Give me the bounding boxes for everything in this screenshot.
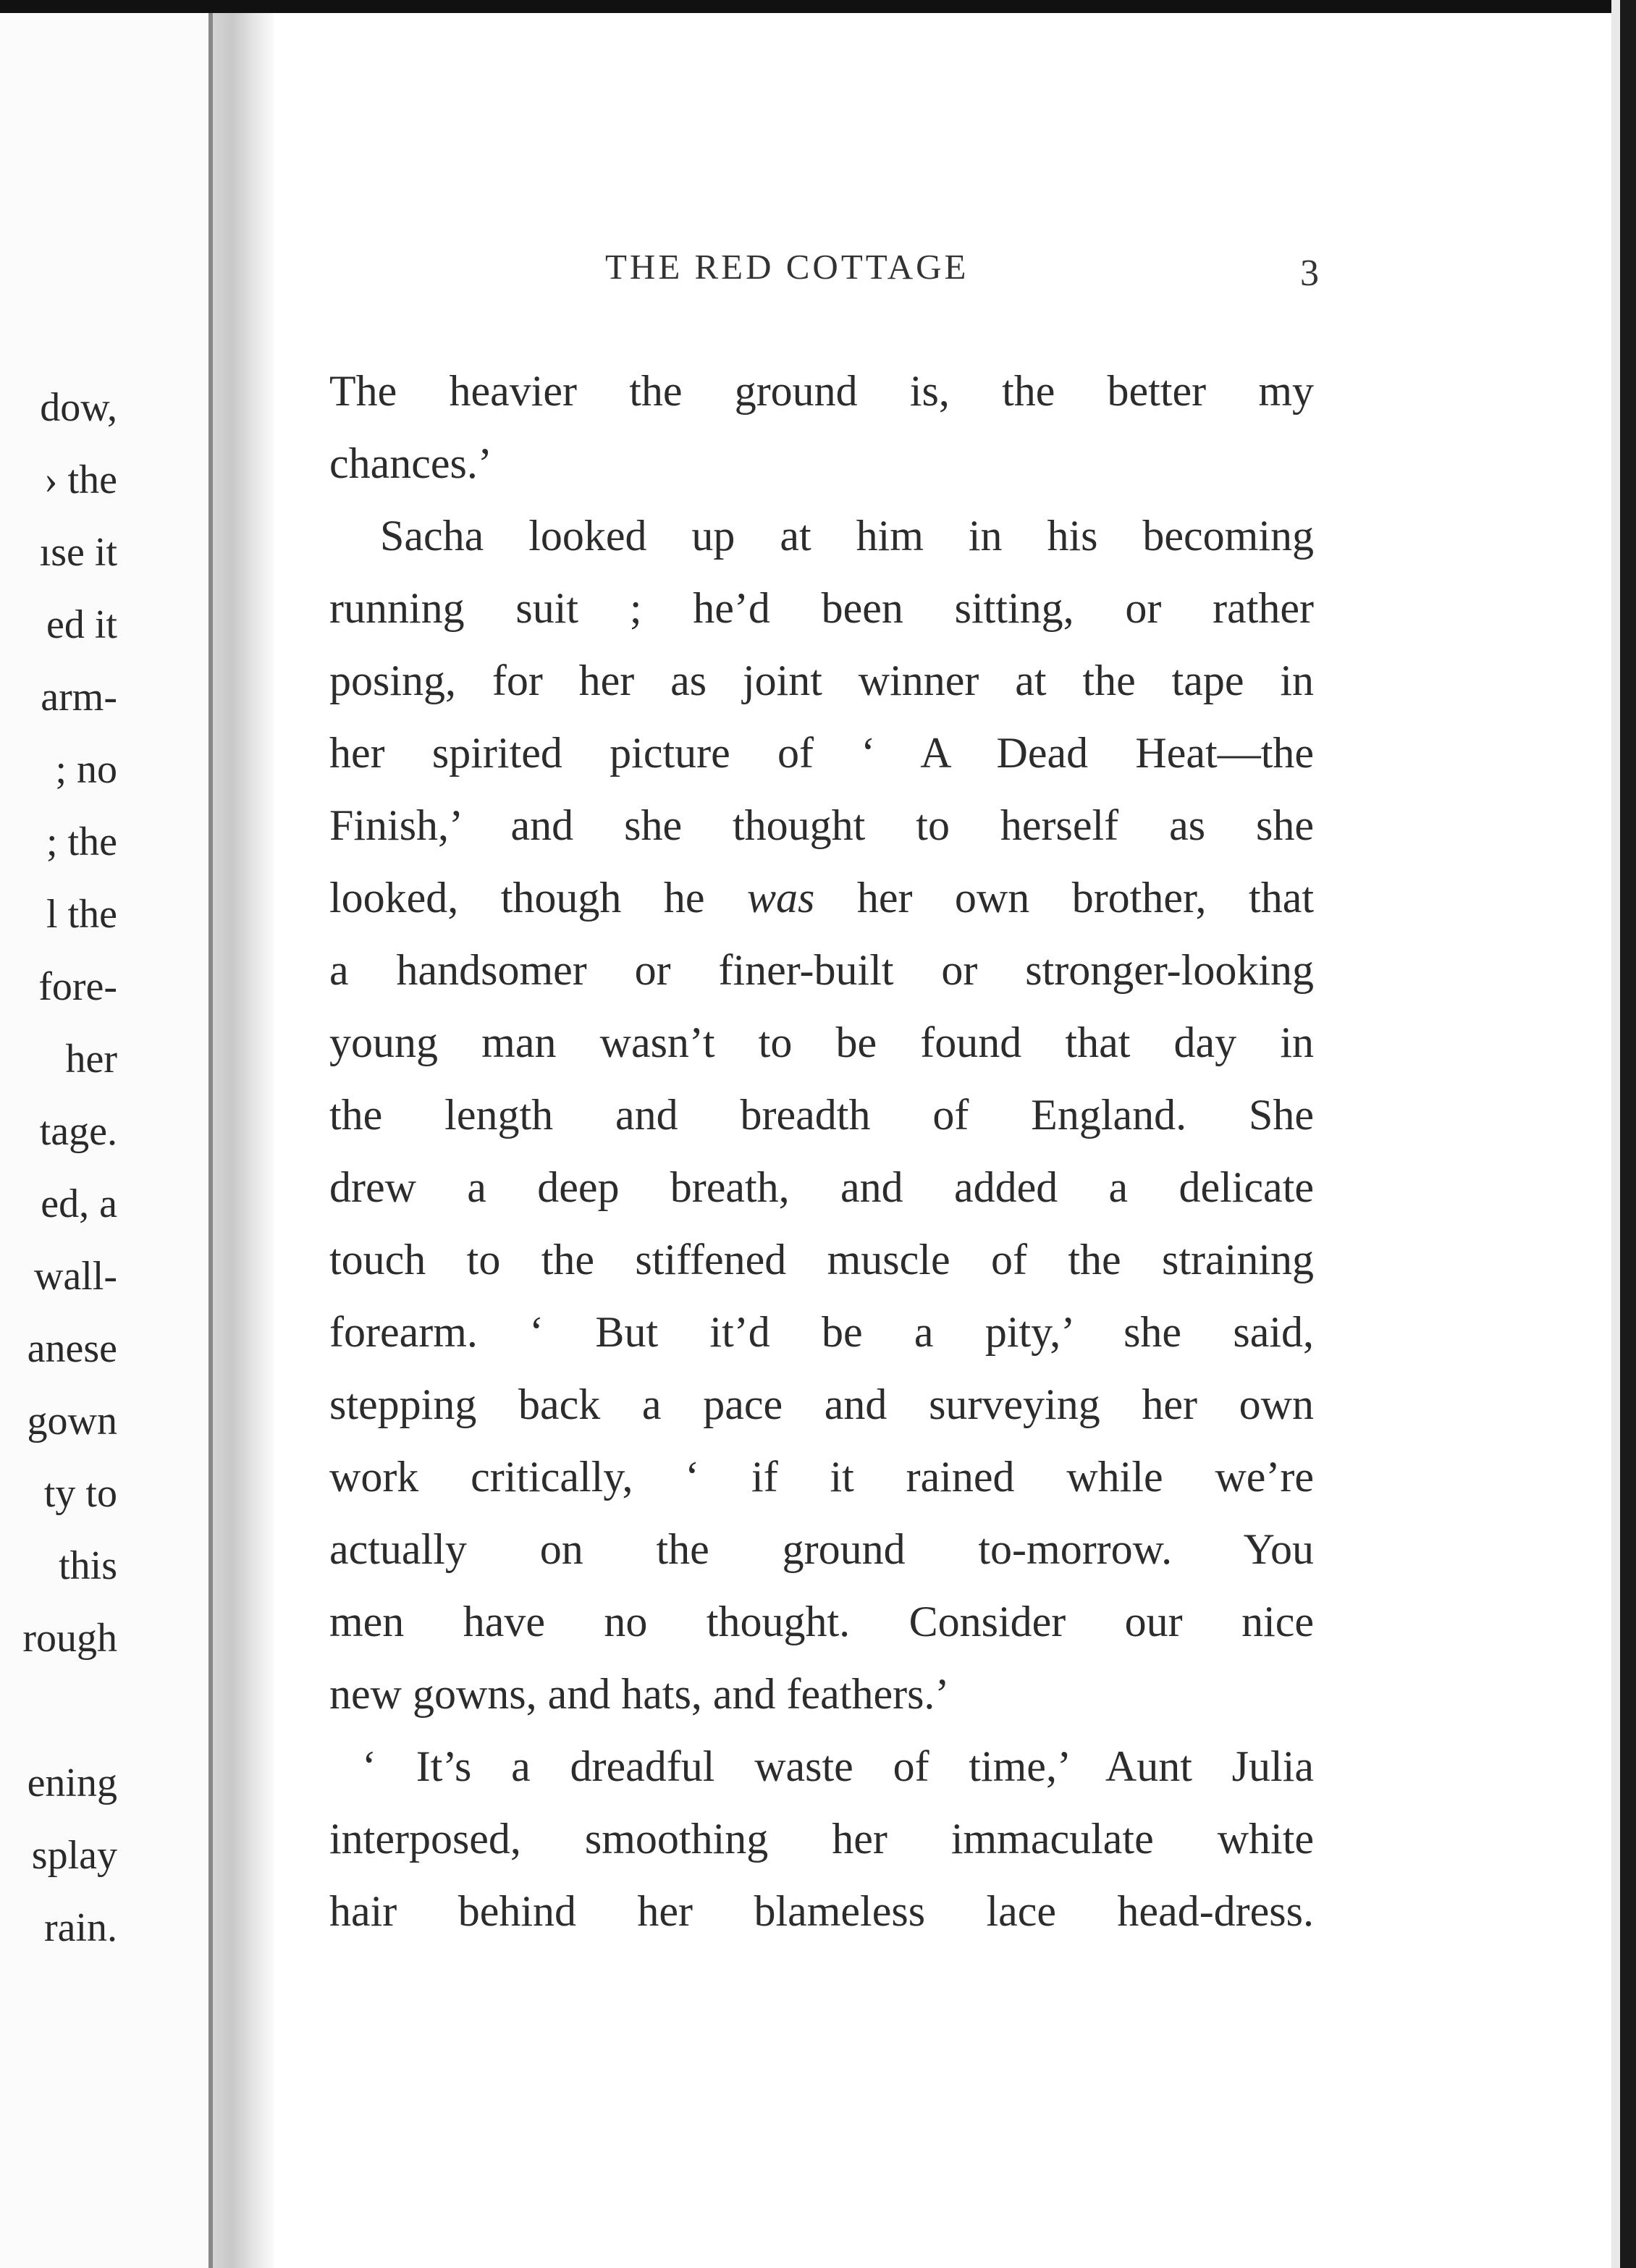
facing-line: wall- xyxy=(33,1254,117,1299)
text-line: actually on the ground to-morrow. You xyxy=(329,1525,1314,1573)
text-line: work critically, ‘ if it rained while we’re xyxy=(329,1453,1314,1501)
scan-right-border xyxy=(1620,0,1636,2268)
text-line: touch to the stiffened muscle of the straining xyxy=(329,1236,1314,1283)
text-line: forearm. ‘ But it’d be a pity,’ she said, xyxy=(329,1308,1314,1356)
text-line: the length and breadth of England. She xyxy=(329,1091,1314,1139)
text-line: ‘ It’s a dreadful waste of time,’ Aunt Julia xyxy=(362,1742,1314,1790)
text-span: looked, though he xyxy=(329,874,747,922)
text-line: a handsomer or finer-built or stronger-looking xyxy=(329,946,1314,994)
facing-line: ; the xyxy=(46,819,117,864)
facing-line: this xyxy=(59,1543,117,1588)
page-number: 3 xyxy=(1300,253,1319,294)
facing-line: gown xyxy=(27,1399,117,1443)
text-line: stepping back a pace and surveying her own xyxy=(329,1380,1314,1428)
facing-line: ed it xyxy=(46,602,117,647)
facing-line: › the xyxy=(43,458,117,502)
text-line: new gowns, and hats, and feathers.’ xyxy=(329,1670,950,1718)
facing-line: rough xyxy=(22,1616,117,1661)
text-line: chances.’ xyxy=(329,439,492,487)
facing-line: dow, xyxy=(40,385,117,430)
text-line xyxy=(329,861,1314,934)
text-line: running suit ; he’d been sitting, or rather xyxy=(329,584,1314,632)
facing-line: her xyxy=(65,1037,117,1082)
facing-line: ; no xyxy=(55,747,117,792)
facing-line: ıse it xyxy=(39,530,117,575)
text-line: hair behind her blameless lace head-dress. xyxy=(329,1887,1314,1935)
facing-line: ty to xyxy=(43,1471,117,1516)
text-line: men have no thought. Consider our nice xyxy=(329,1598,1314,1645)
italic-word: was xyxy=(747,874,815,922)
text-line: drew a deep breath, and added a delicate xyxy=(329,1163,1314,1211)
text-span: her own brother, that xyxy=(814,874,1314,922)
text-line: Sacha looked up at him in his becoming xyxy=(380,512,1314,560)
facing-line: arm- xyxy=(41,675,117,720)
page-edge-line xyxy=(208,13,213,2268)
facing-line: l the xyxy=(46,892,117,937)
text-line: Finish,’ and she thought to herself as she xyxy=(329,801,1314,849)
text-line: young man wasn’t to be found that day in xyxy=(329,1019,1314,1066)
text-line: posing, for her as joint winner at the tape in xyxy=(329,657,1314,704)
text-line: interposed, smoothing her immaculate white xyxy=(329,1815,1314,1863)
facing-line: ed, a xyxy=(41,1181,117,1226)
facing-line: tage. xyxy=(39,1109,117,1154)
text-line: The heavier the ground is, the better my xyxy=(329,367,1314,415)
running-head: THE RED COTTAGE xyxy=(605,247,969,287)
facing-line: splay xyxy=(31,1833,117,1878)
book-gutter-shadow xyxy=(210,13,274,2268)
facing-line: rain. xyxy=(43,1905,117,1950)
facing-line: anese xyxy=(27,1326,117,1371)
facing-page xyxy=(0,13,210,2268)
text-line: her spirited picture of ‘ A Dead Heat—the xyxy=(329,729,1314,777)
page-body xyxy=(329,355,1314,1947)
scan-top-border xyxy=(0,0,1636,13)
page-right-margin xyxy=(1611,0,1620,2268)
facing-line: ening xyxy=(27,1761,117,1805)
facing-page-text xyxy=(0,371,117,1964)
facing-line-gap xyxy=(0,1674,117,1747)
facing-line: fore- xyxy=(38,964,117,1009)
